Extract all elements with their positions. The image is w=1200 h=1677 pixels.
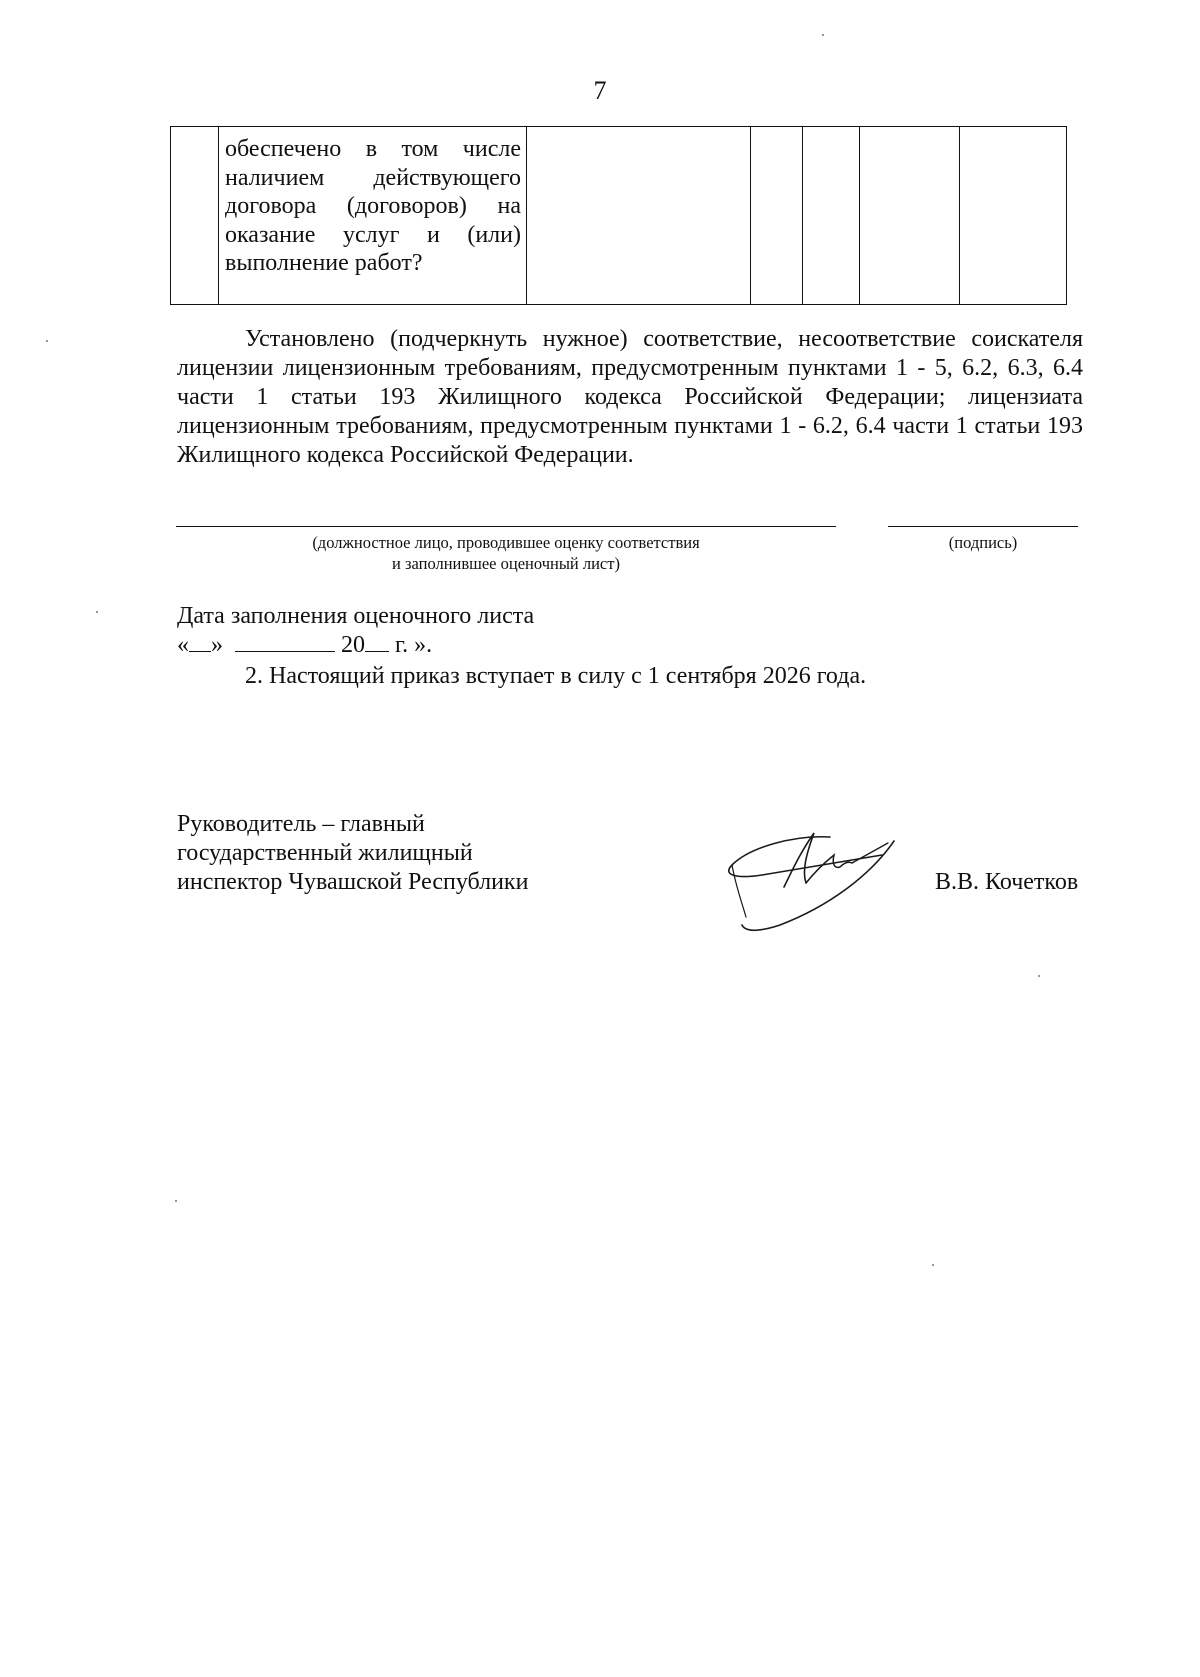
day-blank — [189, 631, 211, 652]
signatory-name: В.В. Кочетков — [935, 869, 1079, 895]
table-cell-empty — [960, 127, 1067, 305]
item-2-text: 2. Настоящий приказ вступает в силу с 1 сентября 2026 года. — [245, 663, 867, 689]
month-blank — [235, 631, 335, 652]
scan-speck — [822, 34, 824, 36]
table-cell-question — [219, 127, 527, 305]
table-cell-number — [171, 127, 219, 305]
table-cell-empty — [803, 127, 860, 305]
table-cell-empty — [860, 127, 960, 305]
official-caption — [176, 532, 836, 574]
fill-date-label: Дата заполнения оценочного листа — [177, 603, 535, 629]
page-number: 7 — [593, 76, 607, 105]
scan-speck — [932, 1264, 934, 1266]
table-cell-empty — [751, 127, 803, 305]
signature-caption: (подпись) — [948, 533, 1018, 552]
signatory-title-line3: инспектор Чувашской Республики — [177, 869, 529, 895]
official-caption-line1: (должностное лицо, проводившее оценку соответствия — [312, 533, 700, 552]
scan-speck — [96, 611, 98, 613]
official-caption-line2: и заполнившее оценочный лист) — [392, 554, 620, 573]
official-signature-line — [176, 526, 836, 527]
question-text: обеспечено в том числе наличием действующего договора (договоров) на оказание услуг и (или) выполнение работ? — [225, 136, 521, 276]
table-row — [171, 127, 1067, 305]
fill-date-line — [177, 631, 432, 660]
close-quote: » — [211, 632, 223, 658]
year-blank — [365, 631, 389, 652]
checklist-table — [170, 126, 1067, 305]
year-suffix: г. ». — [395, 632, 433, 658]
main-paragraph: Установлено (подчеркнуть нужное) соответствие, несоответствие соискателя лицензии лицензионным требованиям, предусмотренным пунктами 1 - 5, 6.2, 6.3, 6.4 части 1 статьи 193 Жилищного кодекса Российской Федерации; лицензиата лицензионным требованиям, предусмотренным пунктами 1 - 6.2, 6.4 части 1 статьи 193 Жилищного кодекса Российской Федерации. — [177, 326, 1083, 468]
open-quote: « — [177, 632, 189, 658]
year-prefix: 20 — [341, 632, 365, 658]
signatory-title-line2: государственный жилищный — [177, 840, 473, 866]
scan-speck — [175, 1200, 177, 1202]
scan-speck — [46, 340, 48, 342]
scan-speck — [1038, 975, 1040, 977]
signature-line — [888, 526, 1078, 527]
table-cell-empty — [527, 127, 751, 305]
handwritten-signature — [722, 825, 907, 950]
signatory-title-line1: Руководитель – главный — [177, 811, 425, 837]
